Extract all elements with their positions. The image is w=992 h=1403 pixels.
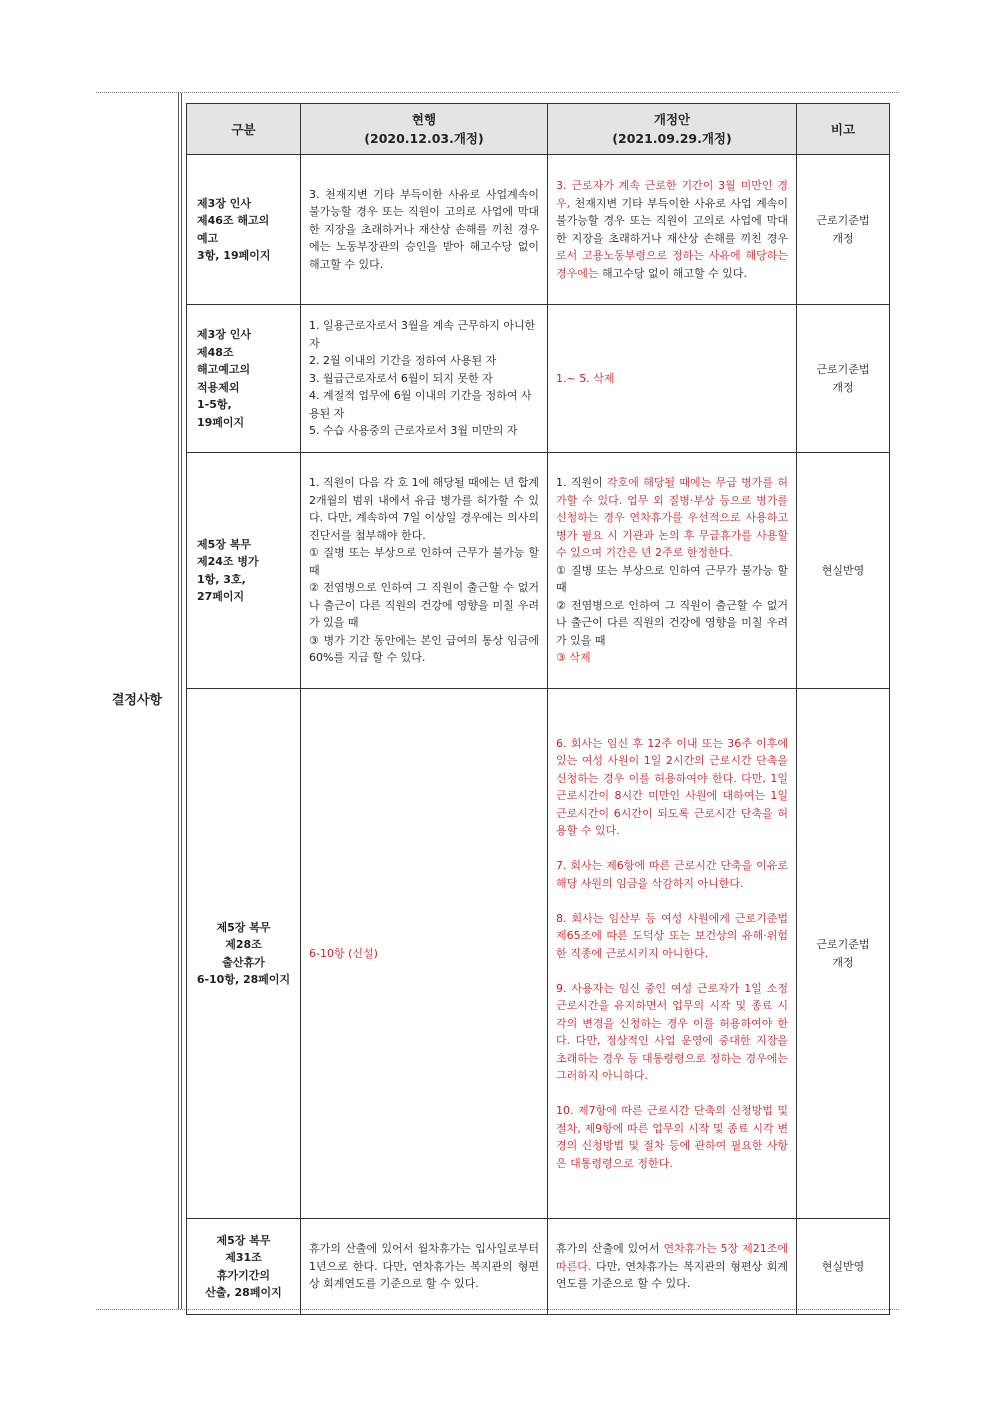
row-revised [548, 1219, 797, 1315]
header-revised [548, 104, 797, 155]
revised-text: ① 질병 또는 부상으로 인하여 근무가 불가능 할 때 ② 전염병으로 인하여 그 직원이 출근할 수 없거나 출근이 다른 직원의 건강에 영향을 미칠 우려가 있을 때 [556, 563, 788, 647]
column-divider [181, 93, 182, 1309]
revised-text: 1. 직원이 [556, 476, 608, 490]
row-current: 휴가의 산출에 있어서 월차휴가는 입사일로부터 1년으로 한다. 다만, 연차휴가는 복지관의 형편상 회계연도를 기준으로 할 수 있다. [301, 1219, 548, 1315]
revised-text-highlight: ③ 삭제 [556, 651, 591, 665]
row-current [301, 689, 548, 1219]
revised-text: 천재지변 기타 부득이한 사유로 사업 계속이 불가능할 경우 또는 직원이 고의로 사업에 막대한 지장을 초래하거나 재산상 손해를 끼친 경우 [556, 196, 788, 245]
row-revised [548, 689, 797, 1219]
revised-text-highlight: 1.~ 5. 삭제 [556, 371, 615, 385]
row-remarks: 현실반영 [797, 1219, 890, 1315]
row-revised [548, 453, 797, 689]
row-category: 제3장 인사 제46조 해고의 예고 3항, 19페이지 [187, 155, 301, 305]
section-label: 결정사항 [111, 693, 163, 708]
header-current-date: (2020.12.03.개정) [364, 131, 484, 146]
row-category: 제3장 인사 제48조 해고예고의 적용제외 1-5항, 19페이지 [187, 305, 301, 453]
revised-text: 해고수당 없이 해고할 수 있다. [598, 266, 748, 280]
row-remarks: 근로기준법 개정 [797, 305, 890, 453]
row-category: 제5장 복무 제28조 출산휴가 6-10항, 28페이지 [187, 689, 301, 1219]
section-label-column [96, 93, 179, 1309]
header-current [301, 104, 548, 155]
table-row [187, 689, 890, 1219]
table-row [187, 155, 890, 305]
table-row [187, 453, 890, 689]
revised-text-highlight: 연차휴가는 5장 제21조에 따른다. [556, 1242, 789, 1273]
table-header-row [187, 104, 890, 155]
row-revised [548, 155, 797, 305]
table-row [187, 1219, 890, 1315]
header-remarks: 비고 [797, 104, 890, 155]
row-category: 제5장 복무 제24조 병가 1항, 3호, 27페이지 [187, 453, 301, 689]
table-row [187, 305, 890, 453]
revised-text-highlight: 6-10항 (신설) [309, 946, 378, 960]
revised-text-highlight: 3. 근로자가 계속 근로한 기간이 3월 미만인 경우, [556, 179, 788, 210]
revised-text: 휴가의 산출에 있어서 [556, 1242, 664, 1256]
row-current: 3. 천재지변 기타 부득이한 사유로 사업계속이 불가능할 경우 또는 직원이 고의로 사업에 막대한 지장을 초래하거나 재산상 손해를 끼친 경우에는 노동부장관의 승인을 받아 해고수당 없이 해고할 수 있다. [301, 155, 548, 305]
row-remarks: 근로기준법 개정 [797, 155, 890, 305]
revision-table [186, 103, 890, 1315]
revised-text-highlight: 로서 고용노동부령으로 정하는 사유에 해당하는 경우에는 [556, 249, 788, 280]
header-category: 구분 [187, 104, 301, 155]
revised-text-highlight: 각호에 해당될 때에는 무급 병가를 허가할 수 있다. 업무 외 질병·부상 등으로 병가를 신청하는 경우 연차휴가를 우선적으로 사용하고 병가 필요 시 기관과 논의 후 무급휴가를 사용할 수 있으며 기간은 년 2주로 한정한다. [556, 476, 788, 560]
revised-text: 다만, 연차휴가는 복지관의 형편상 회계연도를 기준으로 할 수 있다. [556, 1259, 788, 1291]
row-category: 제5장 복무 제31조 휴가기간의 산출, 28페이지 [187, 1219, 301, 1315]
row-revised [548, 305, 797, 453]
row-current: 1. 일용근로자로서 3월을 계속 근무하지 아니한 자 2. 2월 이내의 기간을 정하여 사용된 자 3. 월급근로자로서 6월이 되지 못한 자 4. 계절적 업무에 6월 이내의 기간을 정하여 사용된 자 5. 수습 사용중의 근로자로서 3월 미만의 자 [301, 305, 548, 453]
row-current: 1. 직원이 다음 각 호 1에 해당될 때에는 년 합계 2개월의 범위 내에서 유급 병가를 허가할 수 있다. 다만, 계속하여 7일 이상일 경우에는 의사의 진단서를 첨부해야 한다. ① 질병 또는 부상으로 인하여 근무가 불가능 할 때 ② 전염병으로 인하여 그 직원이 출근할 수 없거나 출근이 다른 직원의 건강에 영향을 미칠 우려가 있을 때 ③ 병가 기간 동안에는 본인 급여의 통상 임금에 60%를 지급 할 수 있다. [301, 453, 548, 689]
header-current-title: 현행 [411, 112, 437, 127]
header-revised-date: (2021.09.29.개정) [612, 131, 732, 146]
header-revised-title: 개정안 [653, 112, 691, 127]
row-remarks: 근로기준법 개정 [797, 689, 890, 1219]
revised-text-highlight: 6. 회사는 임신 후 12주 이내 또는 36주 이후에 있는 여성 사원이 1일 2시간의 근로시간 단축을 신청하는 경우 이를 허용하여야 한다. 다만, 1일 근로시간이 8시간 미만인 사원에 대하여는 1일 근로시간이 6시간이 되도록 근로시간 단축을 허용할 수 있다. 7. 회사는 제6항에 따른 근로시간 단축을 이유로 해당 사원의 임금을 삭감하지 아니한다. 8. 회사는 임산부 등 여성 사원에게 근로기준법 제65조에 따른 도덕상 또는 보건상의 유해·위험한 직종에 근로시키지 아니한다. 9. 사용자는 임신 중인 여성 근로자가 1일 소정근로시간을 유지하면서 업무의 시작 및 종료 시각의 변경을 신청하는 경우 이를 허용하여야 한다. 다만, 정상적인 사업 운영에 중대한 지장을 초래하는 경우 등 대통령령으로 정하는 경우에는 그러하지 아니하다. 10. 제7항에 따른 근로시간 단축의 신청방법 및 절차, 제9항에 따른 업무의 시작 및 종료 시각 변경의 신청방법 및 절차 등에 관하여 필요한 사항은 대통령령으로 정한다. [556, 736, 788, 1170]
row-remarks: 현실반영 [797, 453, 890, 689]
